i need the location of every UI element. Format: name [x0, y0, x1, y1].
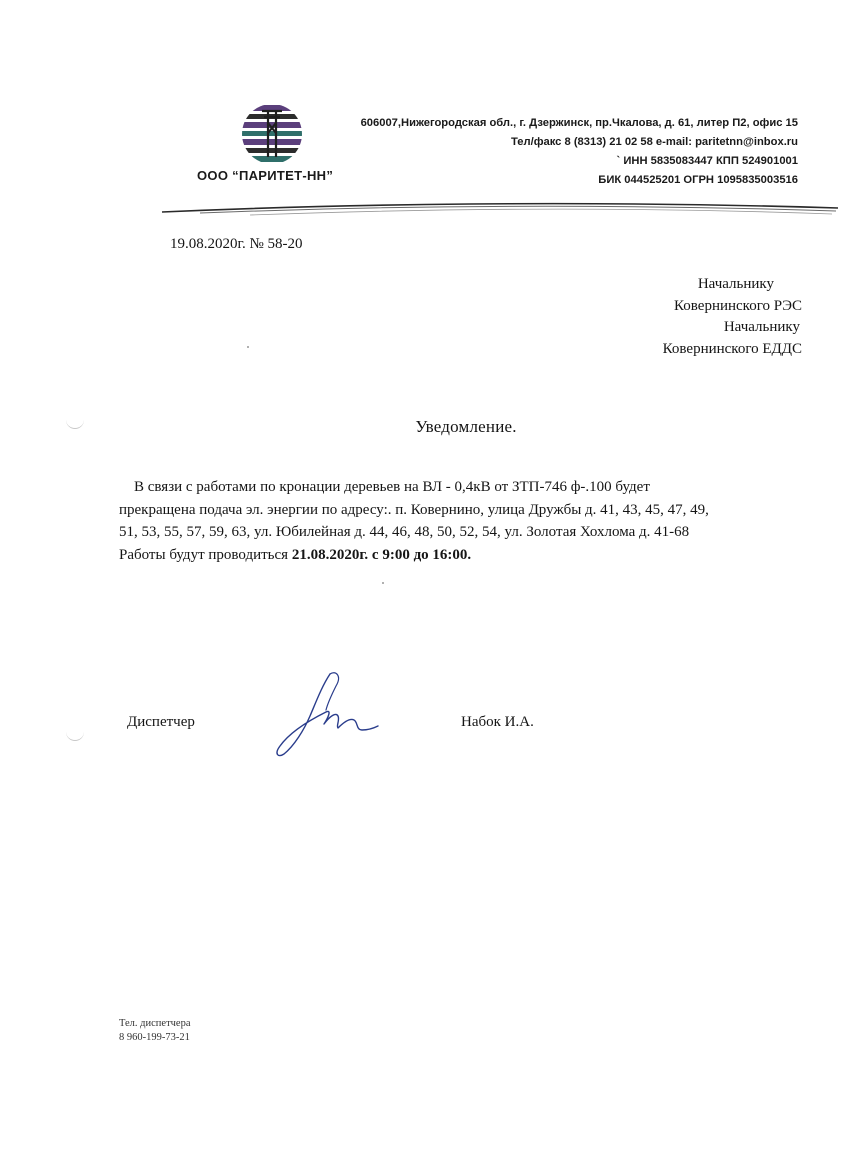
work-schedule-label: Работы будут проводиться [119, 546, 292, 563]
recipient-line: Начальнику [697, 276, 774, 292]
punch-hole-mark [66, 732, 84, 741]
recipients-block [663, 274, 802, 360]
document-title: Уведомление. [415, 417, 517, 436]
scan-speck [247, 346, 249, 348]
recipient-line: Начальнику [723, 319, 800, 335]
body-line: прекращена подача эл. энергии по адресу:. п. Ковернино, улица Дружбы д. 41, 43, 45, 47, 49, [119, 501, 709, 518]
company-logo-icon [240, 103, 304, 165]
company-phone-email: Тел/факс 8 (8313) 21 02 58 e-mail: paritetnn@inbox.ru [510, 136, 798, 148]
company-contacts [361, 114, 798, 190]
body-line [119, 544, 779, 567]
work-schedule-date: 21.08.2020г. с 9:00 до 16:00. [291, 546, 472, 563]
header-divider [160, 196, 840, 220]
company-name: ООО “ПАРИТЕТ-НН” [197, 168, 334, 183]
company-address: 606007,Нижегородская обл., г. Дзержинск, пр.Чкалова, д. 61, литер П2, офис 15 [360, 117, 798, 129]
signer-name: Набок И.А. [461, 714, 534, 730]
dispatcher-contact [119, 1017, 191, 1045]
body-line: В связи с работами по кронации деревьев на ВЛ - 0,4кВ от ЗТП-746 ф-.100 будет [134, 479, 650, 495]
company-bik-ogrn: БИК 044525201 ОГРН 1095835003516 [598, 174, 798, 186]
scan-speck [382, 582, 384, 584]
notice-body [119, 476, 779, 566]
recipient-line: Ковернинского РЭС [674, 297, 802, 314]
dispatcher-phone: 8 960-199-73-21 [119, 1032, 190, 1043]
document-date-number: 19.08.2020г. № 58-20 [170, 236, 303, 252]
dispatcher-phone-label: Тел. диспетчера [119, 1018, 191, 1029]
company-inn-kpp: ` ИНН 5835083447 КПП 524901001 [616, 155, 798, 167]
signer-position: Диспетчер [127, 714, 195, 730]
body-line: 51, 53, 55, 57, 59, 63, ул. Юбилейная д. 44, 46, 48, 50, 52, 54, ул. Золотая Хохлома д. 41-68 [119, 524, 690, 540]
recipient-line: Ковернинского ЕДДС [662, 340, 802, 357]
handwritten-signature [270, 668, 382, 760]
